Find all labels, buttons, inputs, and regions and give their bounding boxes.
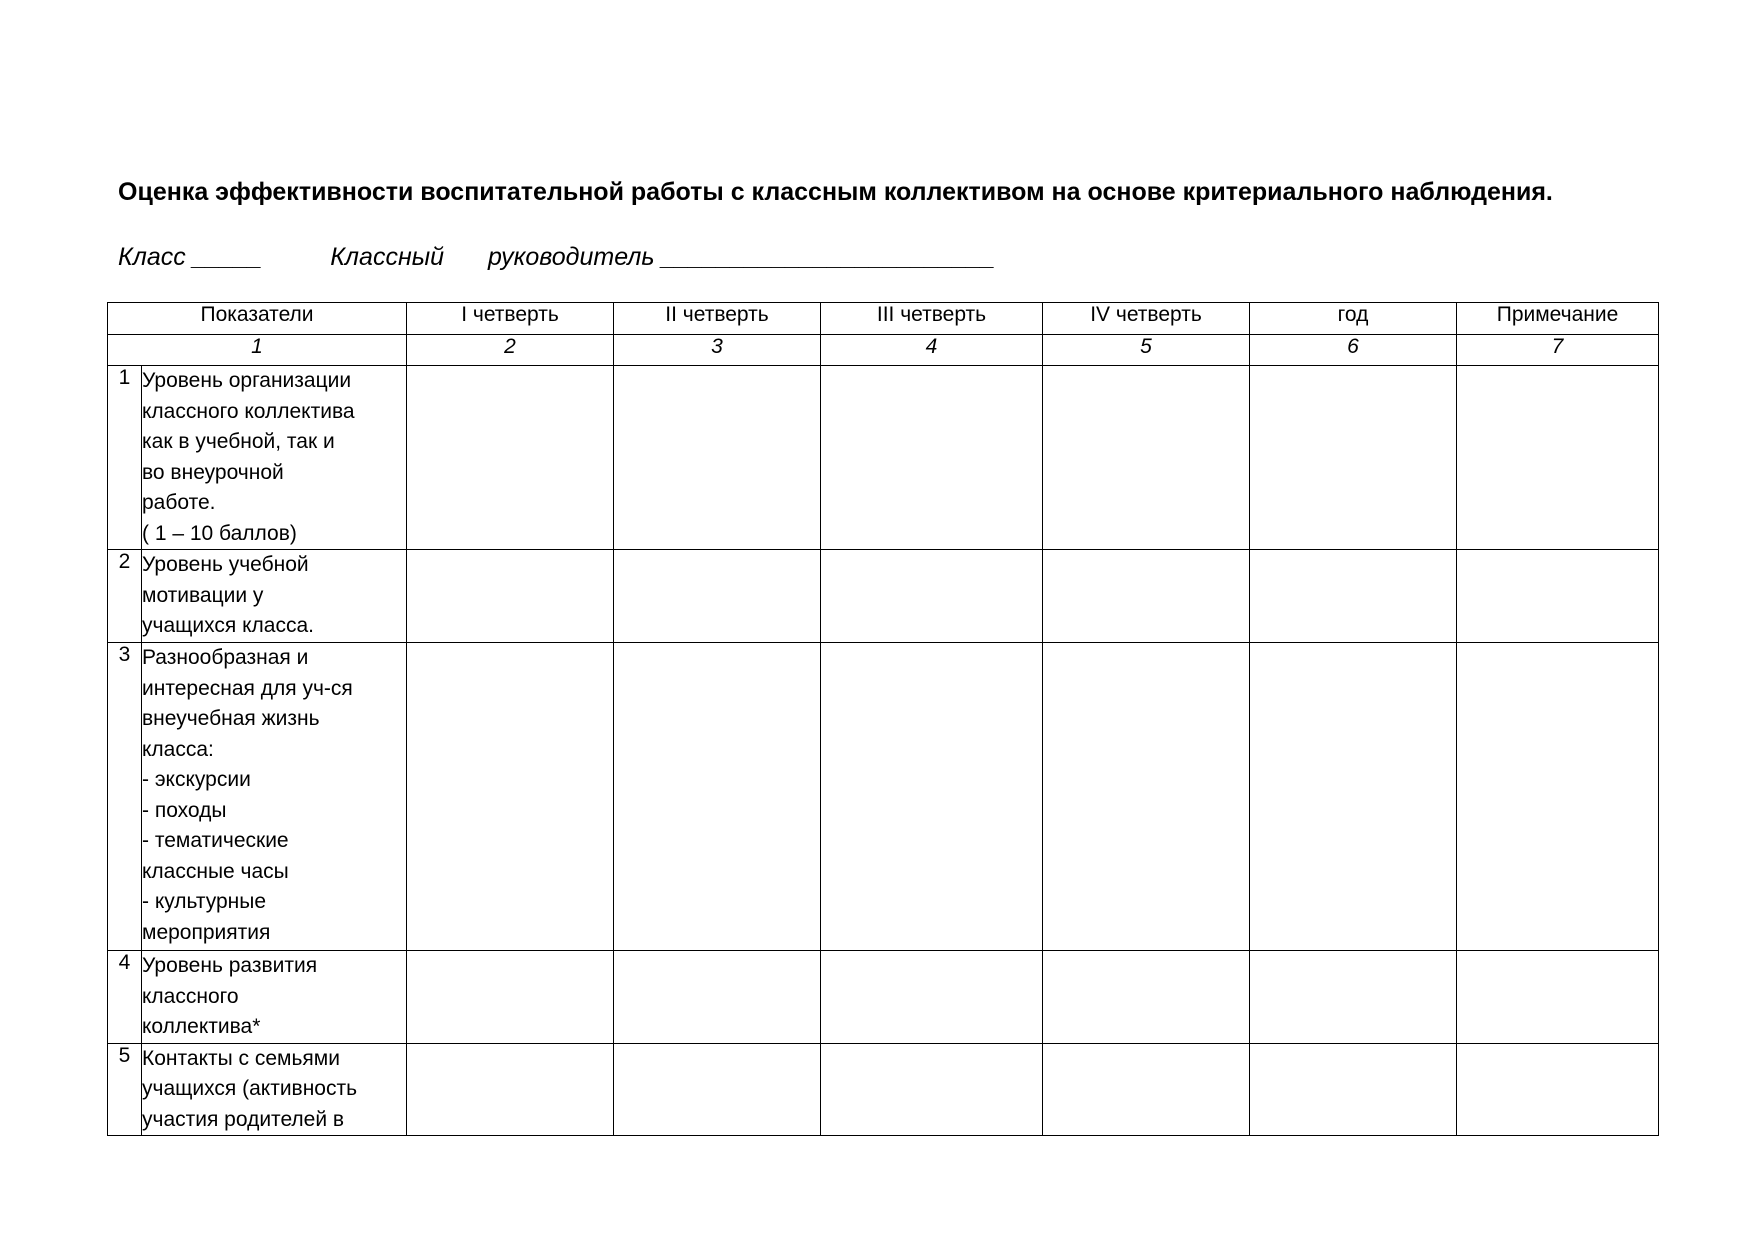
column-number: 6 [1250, 335, 1457, 366]
empty-cell [614, 951, 821, 1044]
document-title: Оценка эффективности воспитательной работы с классным коллективом на основе критериального наблюдения. [118, 178, 1553, 206]
row-label-line: коллектива* [142, 1015, 261, 1038]
teacher-label-word1: Классный [330, 243, 444, 271]
row-number: 2 [108, 550, 142, 643]
row-label-line: Контакты с семьями [142, 1046, 340, 1070]
empty-cell [821, 550, 1043, 643]
row-label-line: внеучебная жизнь [142, 707, 320, 730]
row-label-line: как в учебной, так и [142, 430, 335, 453]
empty-cell [1250, 1043, 1457, 1136]
empty-cell [1250, 643, 1457, 951]
table-row [108, 1043, 1659, 1136]
row-number: 1 [108, 366, 142, 550]
empty-cell [407, 951, 614, 1044]
empty-cell [407, 366, 614, 550]
row-label [142, 951, 407, 1044]
row-label-line: классные часы [142, 859, 289, 883]
row-label-line: - походы [142, 798, 227, 822]
empty-cell [821, 366, 1043, 550]
row-label-line: - экскурсии [142, 768, 251, 791]
row-label-line: класса: [142, 737, 214, 761]
empty-cell [1250, 550, 1457, 643]
column-number: 1 [108, 335, 407, 366]
row-number: 5 [108, 1043, 142, 1136]
row-label [142, 643, 407, 951]
row-label [142, 550, 407, 643]
row-label-line: классного коллектива [142, 399, 355, 423]
row-label-line: - культурные [142, 890, 267, 913]
header-quarter-3: III четверть [821, 303, 1043, 335]
empty-cell [1457, 1043, 1659, 1136]
row-number: 3 [108, 643, 142, 951]
class-field: Класс _____ [118, 243, 263, 271]
empty-cell [614, 1043, 821, 1136]
row-label-line: Уровень учебной [142, 553, 309, 576]
row-label-line: мотивации у [142, 583, 264, 607]
header-indicators: Показатели [108, 303, 407, 335]
empty-cell [407, 1043, 614, 1136]
header-year: год [1250, 303, 1457, 335]
empty-cell [821, 1043, 1043, 1136]
row-label-line: Уровень организации [142, 369, 352, 392]
row-label [142, 1043, 407, 1136]
empty-cell [821, 951, 1043, 1044]
row-label [142, 366, 407, 550]
empty-cell [821, 643, 1043, 951]
row-label-line: интересная для уч-ся [142, 676, 353, 700]
row-label-line: Уровень развития [142, 954, 318, 977]
row-label-line: Разнообразная и [142, 646, 309, 669]
empty-cell [614, 366, 821, 550]
header-quarter-1: I четверть [407, 303, 614, 335]
row-label-line: ( 1 – 10 баллов) [142, 521, 297, 545]
empty-cell [407, 550, 614, 643]
row-label-line: учащихся класса. [142, 614, 314, 637]
class-teacher-line [118, 243, 995, 272]
row-label-line: классного [142, 984, 239, 1008]
empty-cell [1457, 550, 1659, 643]
table-row [108, 951, 1659, 1044]
column-number: 2 [407, 335, 614, 366]
column-number: 4 [821, 335, 1043, 366]
teacher-label-word2: руководитель ________________________ [488, 243, 996, 271]
empty-cell [1043, 643, 1250, 951]
empty-cell [1043, 1043, 1250, 1136]
empty-cell [1250, 951, 1457, 1044]
empty-cell [614, 643, 821, 951]
column-number: 7 [1457, 335, 1659, 366]
header-row [108, 303, 1659, 335]
empty-cell [1457, 366, 1659, 550]
empty-cell [1043, 951, 1250, 1044]
row-label-line: работе. [142, 491, 216, 514]
empty-cell [614, 550, 821, 643]
empty-cell [407, 643, 614, 951]
empty-cell [1043, 550, 1250, 643]
row-label-line: - тематические [142, 829, 289, 852]
column-number: 5 [1043, 335, 1250, 366]
column-number-row [108, 335, 1659, 366]
empty-cell [1457, 643, 1659, 951]
evaluation-table [107, 302, 1659, 1136]
table-row [108, 643, 1659, 951]
empty-cell [1250, 366, 1457, 550]
row-label-line: участия родителей в [142, 1107, 345, 1131]
row-label-line: учащихся (активность [142, 1077, 358, 1100]
row-label-line: мероприятия [142, 920, 271, 944]
column-number: 3 [614, 335, 821, 366]
table-row [108, 366, 1659, 550]
row-label-line: во внеурочной [142, 460, 284, 484]
header-note: Примечание [1457, 303, 1659, 335]
empty-cell [1043, 366, 1250, 550]
empty-cell [1457, 951, 1659, 1044]
header-quarter-4: IV четверть [1043, 303, 1250, 335]
table-row [108, 550, 1659, 643]
header-quarter-2: II четверть [614, 303, 821, 335]
row-number: 4 [108, 951, 142, 1044]
